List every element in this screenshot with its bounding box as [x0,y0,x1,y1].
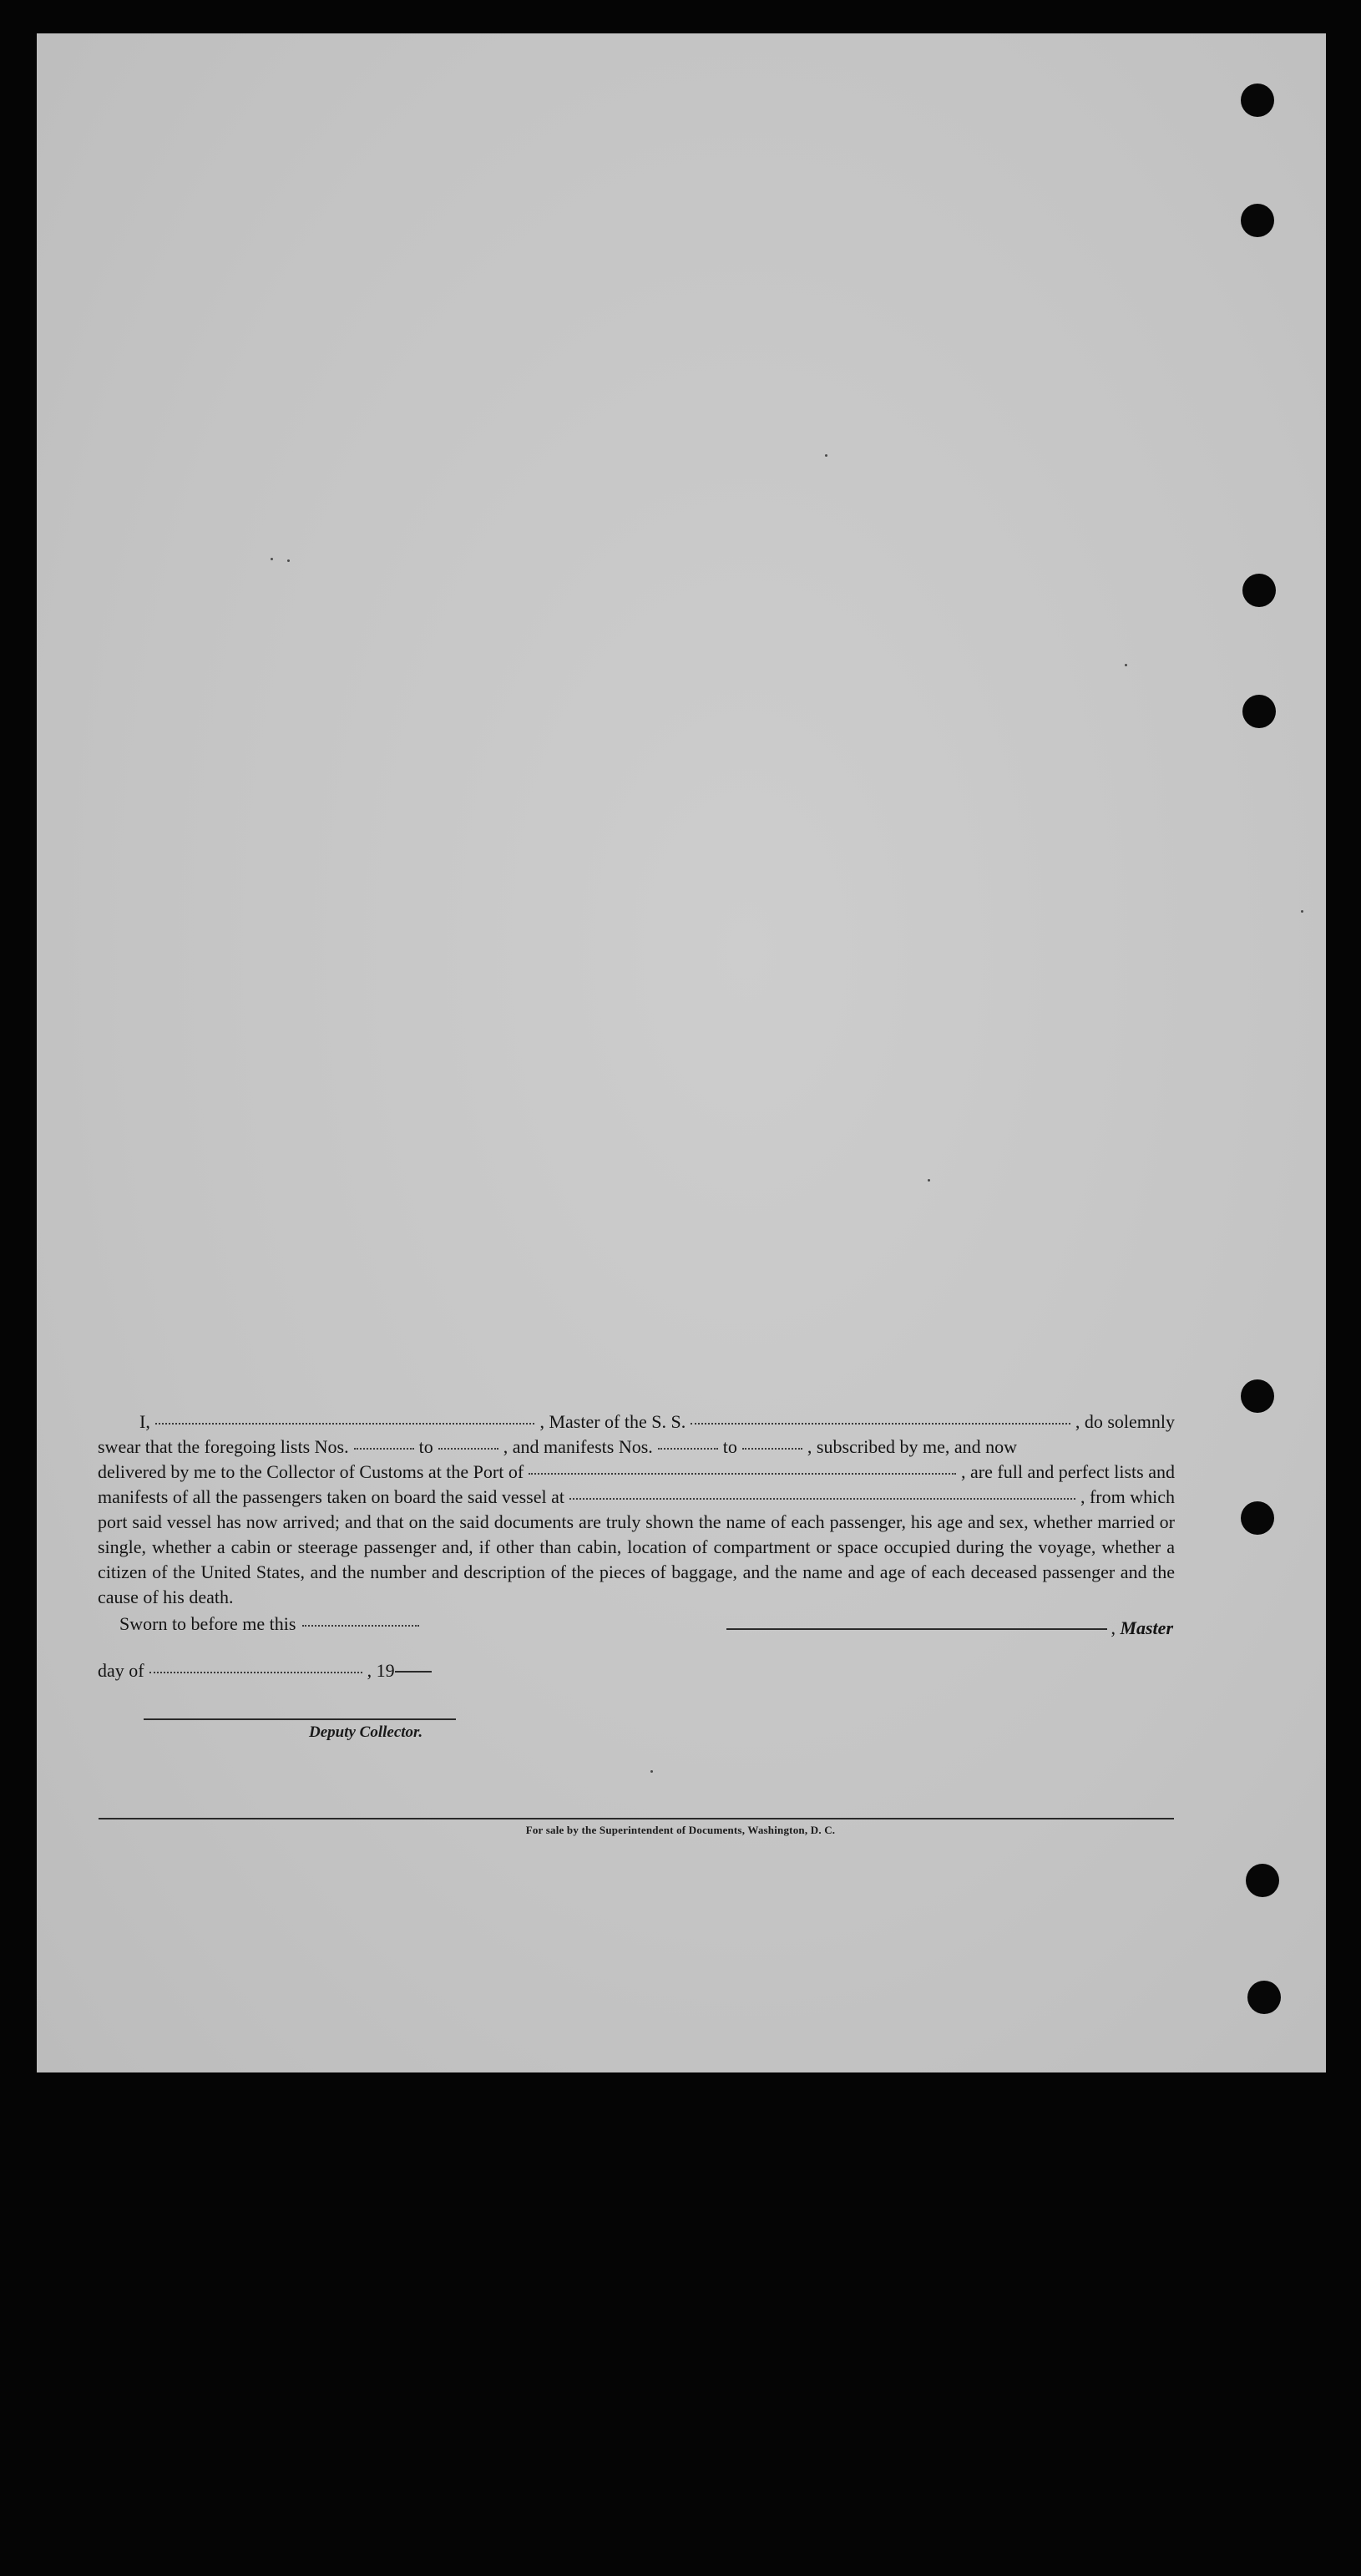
oath-text: , subscribed by me, and now [807,1436,1018,1457]
oath-paragraph [98,1409,1175,1610]
oath-text: manifests of all the passengers taken on board the said vessel at [98,1486,565,1507]
blank-list-from [354,1448,414,1450]
oath-line [98,1435,1175,1460]
binder-hole [1241,84,1274,117]
blank-month [149,1672,362,1673]
paper-speck [1301,910,1303,913]
oath-text: , do solemnly [1075,1411,1176,1432]
day-of-text: day of [98,1660,144,1681]
blank-master-name [155,1423,535,1425]
deputy-signature-rule [144,1718,456,1720]
paper-speck [825,454,827,457]
oath-text: I, [139,1411,150,1432]
footer-note: For sale by the Superintendent of Documents, Washington, D. C. [525,1824,836,1836]
sworn-line [119,1613,419,1635]
blank-ship-name [691,1423,1070,1425]
paper-speck [650,1770,653,1773]
deputy-collector-label: Deputy Collector. [309,1723,423,1741]
binder-hole [1242,574,1276,607]
blank-year [395,1671,432,1673]
binder-hole [1247,1981,1281,2014]
paper-speck [928,1179,930,1182]
blank-manifest-to [742,1448,802,1450]
footer-rule [99,1818,1174,1819]
year-prefix: , 19 [367,1660,395,1681]
blank-manifest-from [658,1448,718,1450]
binder-hole [1246,1864,1279,1897]
oath-text: swear that the foregoing lists Nos. [98,1436,349,1457]
blank-departure-port [569,1498,1075,1500]
paper-speck [287,559,290,562]
oath-text: , Master of the S. S. [539,1411,686,1432]
binder-hole [1241,1501,1274,1535]
master-signature [726,1617,1173,1639]
paper-speck [1125,664,1127,666]
oath-text-body: port said vessel has now arrived; and that on the said documents are truly shown the name of each passenger, his age and sex, whether married or single, whether a cabin or steerage passenger and, if other than cabin, location of compartment or space occupied during the voyage, whether a citizen of the United States, and the number and description of the pieces of baggage, and the name and age of each deceased passenger and the cause of his death. [98,1511,1175,1607]
oath-text: , and manifests Nos. [503,1436,653,1457]
oath-text: to [722,1436,737,1457]
blank-list-to [438,1448,498,1450]
binder-hole [1241,1379,1274,1413]
oath-line [98,1485,1175,1510]
day-of-line [98,1660,432,1682]
signature-rule [726,1628,1107,1630]
document-page [37,33,1326,2072]
oath-line [98,1409,1175,1435]
blank-sworn-date [302,1625,419,1627]
paper-speck [271,558,273,560]
master-comma: , [1111,1617,1116,1638]
oath-text: , from which [1080,1486,1175,1507]
binder-hole [1241,204,1274,237]
master-label: Master [1120,1617,1173,1638]
oath-line [98,1460,1175,1485]
binder-hole [1242,695,1276,728]
sworn-text: Sworn to before me this [119,1613,296,1634]
oath-text: , are full and perfect lists and [961,1461,1175,1482]
oath-text: to [418,1436,433,1457]
blank-port-name [529,1473,956,1475]
oath-text: delivered by me to the Collector of Customs at the Port of [98,1461,524,1482]
